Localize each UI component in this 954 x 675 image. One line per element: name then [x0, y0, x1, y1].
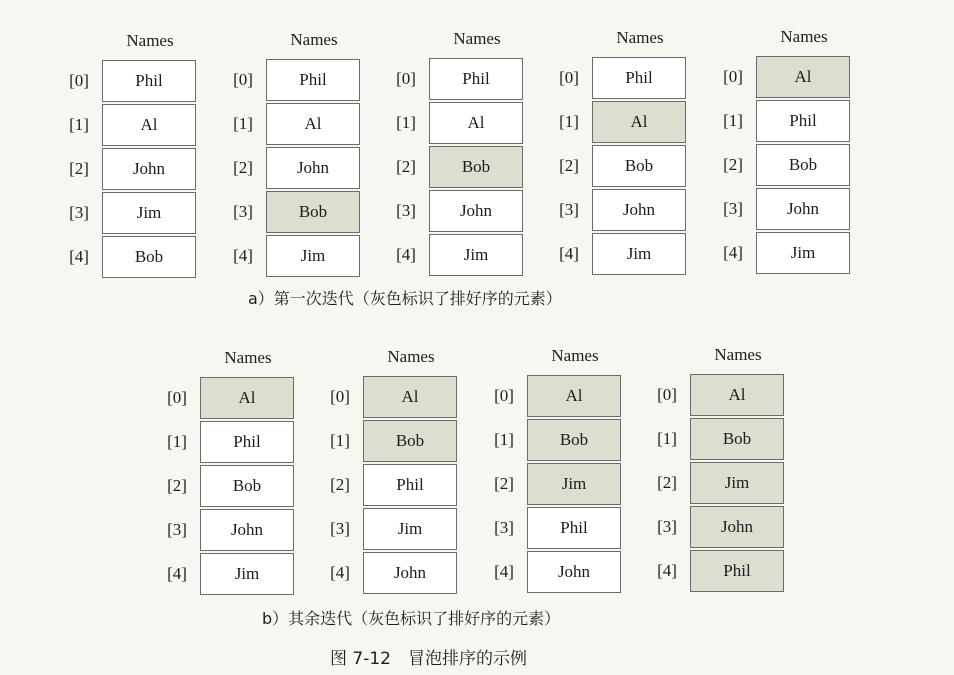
array-cell-sorted: Al [527, 375, 621, 417]
array-cell: John [363, 552, 457, 594]
array-index-label: [1] [167, 432, 187, 451]
array-cell: Phil [592, 57, 686, 99]
array-index-label: [3] [559, 200, 579, 219]
names-header: Names [224, 348, 272, 367]
array-index-label: [0] [330, 387, 350, 406]
array-cell-sorted: Al [756, 56, 850, 98]
array-index-label: [1] [396, 113, 416, 132]
array-index-label: [2] [330, 475, 350, 494]
array-cell: Bob [200, 465, 294, 507]
array-cell: Jim [756, 232, 850, 274]
array-cell: Phil [756, 100, 850, 142]
array-index-label: [2] [233, 158, 253, 177]
array-index-label: [2] [396, 157, 416, 176]
array-cell-sorted: Bob [690, 418, 784, 460]
array-index-label: [3] [396, 201, 416, 220]
array-cell: Al [429, 102, 523, 144]
array-index-label: [4] [233, 246, 253, 265]
names-header: Names [387, 347, 435, 366]
names-header: Names [126, 31, 174, 50]
array-index-label: [1] [657, 429, 677, 448]
array-index-label: [3] [494, 518, 514, 537]
array-index-label: [3] [330, 519, 350, 538]
array-cell: Phil [102, 60, 196, 102]
array-cell-sorted: Bob [266, 191, 360, 233]
array-cell: Jim [363, 508, 457, 550]
array-index-label: [2] [723, 155, 743, 174]
array-cell-sorted: Al [690, 374, 784, 416]
array-index-label: [3] [69, 203, 89, 222]
array-cell-sorted: Jim [690, 462, 784, 504]
array-cell: John [266, 147, 360, 189]
array-index-label: [4] [657, 561, 677, 580]
array-cell: Phil [200, 421, 294, 463]
array-cell: Phil [266, 59, 360, 101]
array-index-label: [2] [167, 476, 187, 495]
array-cell: Phil [527, 507, 621, 549]
array-index-label: [4] [559, 244, 579, 263]
array-cell: Phil [429, 58, 523, 100]
array-cell-sorted: Bob [527, 419, 621, 461]
names-header: Names [290, 30, 338, 49]
section-a-caption: a）第一次迭代（灰色标识了排好序的元素） [248, 289, 562, 308]
array-cell: Jim [200, 553, 294, 595]
names-header: Names [714, 345, 762, 364]
array-index-label: [0] [559, 68, 579, 87]
array-index-label: [1] [723, 111, 743, 130]
array-cell: Jim [592, 233, 686, 275]
array-index-label: [0] [657, 385, 677, 404]
array-cell-sorted: Bob [363, 420, 457, 462]
array-cell: John [756, 188, 850, 230]
array-cell: John [527, 551, 621, 593]
array-cell-sorted: Bob [429, 146, 523, 188]
array-index-label: [3] [233, 202, 253, 221]
array-cell-sorted: Al [592, 101, 686, 143]
array-cell: Al [102, 104, 196, 146]
figure-caption: 图 7-12 冒泡排序的示例 [330, 649, 527, 669]
array-index-label: [2] [494, 474, 514, 493]
array-index-label: [1] [233, 114, 253, 133]
names-header: Names [780, 27, 828, 46]
array-cell: John [592, 189, 686, 231]
section-b-caption: b）其余迭代（灰色标识了排好序的元素） [262, 609, 561, 628]
array-cell: Al [266, 103, 360, 145]
array-cell-sorted: Al [363, 376, 457, 418]
array-index-label: [0] [167, 388, 187, 407]
array-index-label: [1] [494, 430, 514, 449]
array-index-label: [0] [233, 70, 253, 89]
array-index-label: [3] [167, 520, 187, 539]
array-cell: John [429, 190, 523, 232]
array-cell: Jim [266, 235, 360, 277]
array-index-label: [0] [494, 386, 514, 405]
array-index-label: [0] [396, 69, 416, 88]
array-index-label: [2] [657, 473, 677, 492]
array-cell: Jim [429, 234, 523, 276]
array-index-label: [3] [723, 199, 743, 218]
array-index-label: [2] [69, 159, 89, 178]
array-index-label: [4] [494, 562, 514, 581]
array-cell-sorted: John [690, 506, 784, 548]
array-cell-sorted: Al [200, 377, 294, 419]
array-index-label: [4] [723, 243, 743, 262]
array-cell: Bob [756, 144, 850, 186]
array-index-label: [1] [69, 115, 89, 134]
names-header: Names [551, 346, 599, 365]
array-index-label: [1] [559, 112, 579, 131]
array-cell: Jim [102, 192, 196, 234]
array-index-label: [4] [69, 247, 89, 266]
array-index-label: [4] [396, 245, 416, 264]
array-index-label: [0] [723, 67, 743, 86]
array-index-label: [4] [167, 564, 187, 583]
array-cell: Bob [592, 145, 686, 187]
array-cell: John [200, 509, 294, 551]
array-cell-sorted: Jim [527, 463, 621, 505]
array-index-label: [2] [559, 156, 579, 175]
names-header: Names [616, 28, 664, 47]
array-cell: Bob [102, 236, 196, 278]
array-index-label: [0] [69, 71, 89, 90]
array-cell-sorted: Phil [690, 550, 784, 592]
array-index-label: [1] [330, 431, 350, 450]
array-index-label: [3] [657, 517, 677, 536]
array-cell: Phil [363, 464, 457, 506]
names-header: Names [453, 29, 501, 48]
array-cell: John [102, 148, 196, 190]
array-index-label: [4] [330, 563, 350, 582]
